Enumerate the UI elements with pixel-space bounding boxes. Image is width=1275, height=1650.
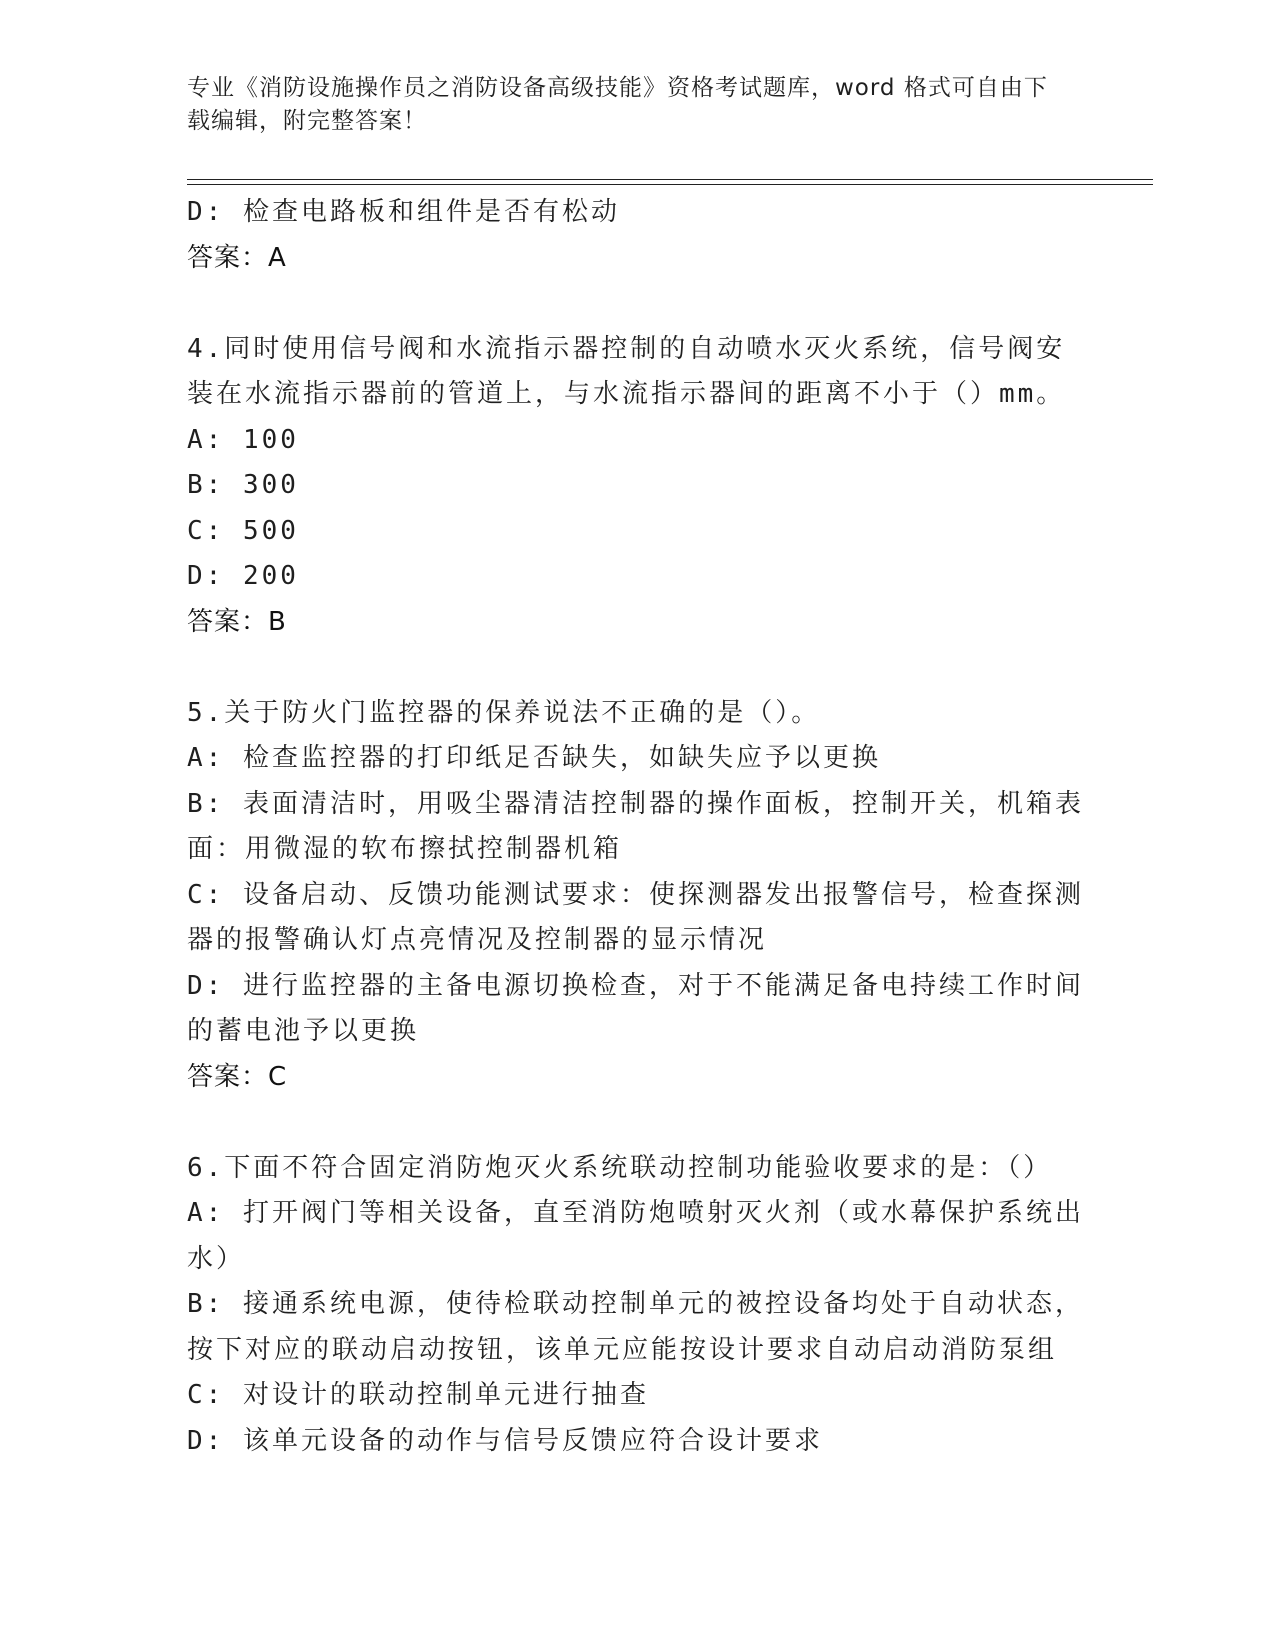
header-line-1: 专业《消防设施操作员之消防设备高级技能》资格考试题库，word 格式可自由下 xyxy=(187,75,1048,101)
question-3-tail xyxy=(187,190,1087,281)
q5-option-b-line-2: 面：用微湿的软布擦拭控制器机箱 xyxy=(187,834,623,864)
q5-option-d-line-1: D: 进行监控器的主备电源切换检查，对于不能满足备电持续工作时间 xyxy=(187,970,1084,1001)
q6-option-c: C: 对设计的联动控制单元进行抽查 xyxy=(187,1380,649,1410)
document-header xyxy=(187,72,1067,138)
q6-option-b-line-1: B: 接通系统电源，使待检联动控制单元的被控设备均处于自动状态， xyxy=(187,1289,1084,1319)
q3-answer: 答案：A xyxy=(187,242,287,273)
q5-option-b-line-1: B: 表面清洁时，用吸尘器清洁控制器的操作面板，控制开关，机箱表 xyxy=(187,788,1084,819)
spacer xyxy=(187,645,1087,691)
q5-answer: 答案：C xyxy=(187,1061,288,1092)
header-line-2: 载编辑，附完整答案！ xyxy=(187,108,427,134)
q4-option-b: B: 300 xyxy=(187,470,299,500)
q6-option-d: D: 该单元设备的动作与信号反馈应符合设计要求 xyxy=(187,1425,823,1456)
spacer xyxy=(187,281,1087,327)
question-6 xyxy=(187,1146,1087,1465)
question-content xyxy=(187,190,1087,1464)
q5-option-c-line-1: C: 设备启动、反馈功能测试要求：使探测器发出报警信号，检查探测 xyxy=(187,879,1084,910)
q4-option-c: C: 500 xyxy=(187,515,299,546)
question-4 xyxy=(187,327,1087,646)
q3-option-d: D: 检查电路板和组件是否有松动 xyxy=(187,197,620,227)
q4-stem-line-1: 4.同时使用信号阀和水流指示器控制的自动喷水灭火系统，信号阀安 xyxy=(187,333,1066,364)
q6-option-a-line-2: 水） xyxy=(187,1243,246,1274)
question-5 xyxy=(187,691,1087,1101)
q6-option-b-line-2: 按下对应的联动启动按钮，该单元应能按设计要求自动启动消防泵组 xyxy=(187,1334,1058,1365)
q6-stem: 6.下面不符合固定消防炮灭火系统联动控制功能验收要求的是：（） xyxy=(187,1152,1053,1183)
q6-option-a-line-1: A: 打开阀门等相关设备，直至消防炮喷射灭火剂（或水幕保护系统出 xyxy=(187,1198,1084,1228)
header-rule-top xyxy=(187,179,1153,180)
q5-option-d-line-2: 的蓄电池予以更换 xyxy=(187,1016,420,1046)
q5-stem: 5.关于防火门监控器的保养说法不正确的是（）。 xyxy=(187,697,821,728)
q4-answer: 答案：B xyxy=(187,606,287,637)
q4-stem-line-2: 装在水流指示器前的管道上，与水流指示器间的距离不小于（）mm。 xyxy=(187,379,1066,409)
q4-option-d: D: 200 xyxy=(187,561,299,591)
q5-option-c-line-2: 器的报警确认灯点亮情况及控制器的显示情况 xyxy=(187,925,768,955)
spacer xyxy=(187,1100,1087,1146)
q5-option-a: A: 检查监控器的打印纸足否缺失，如缺失应予以更换 xyxy=(187,743,881,773)
header-rule-bottom xyxy=(187,184,1153,185)
q4-option-a: A: 100 xyxy=(187,424,299,455)
